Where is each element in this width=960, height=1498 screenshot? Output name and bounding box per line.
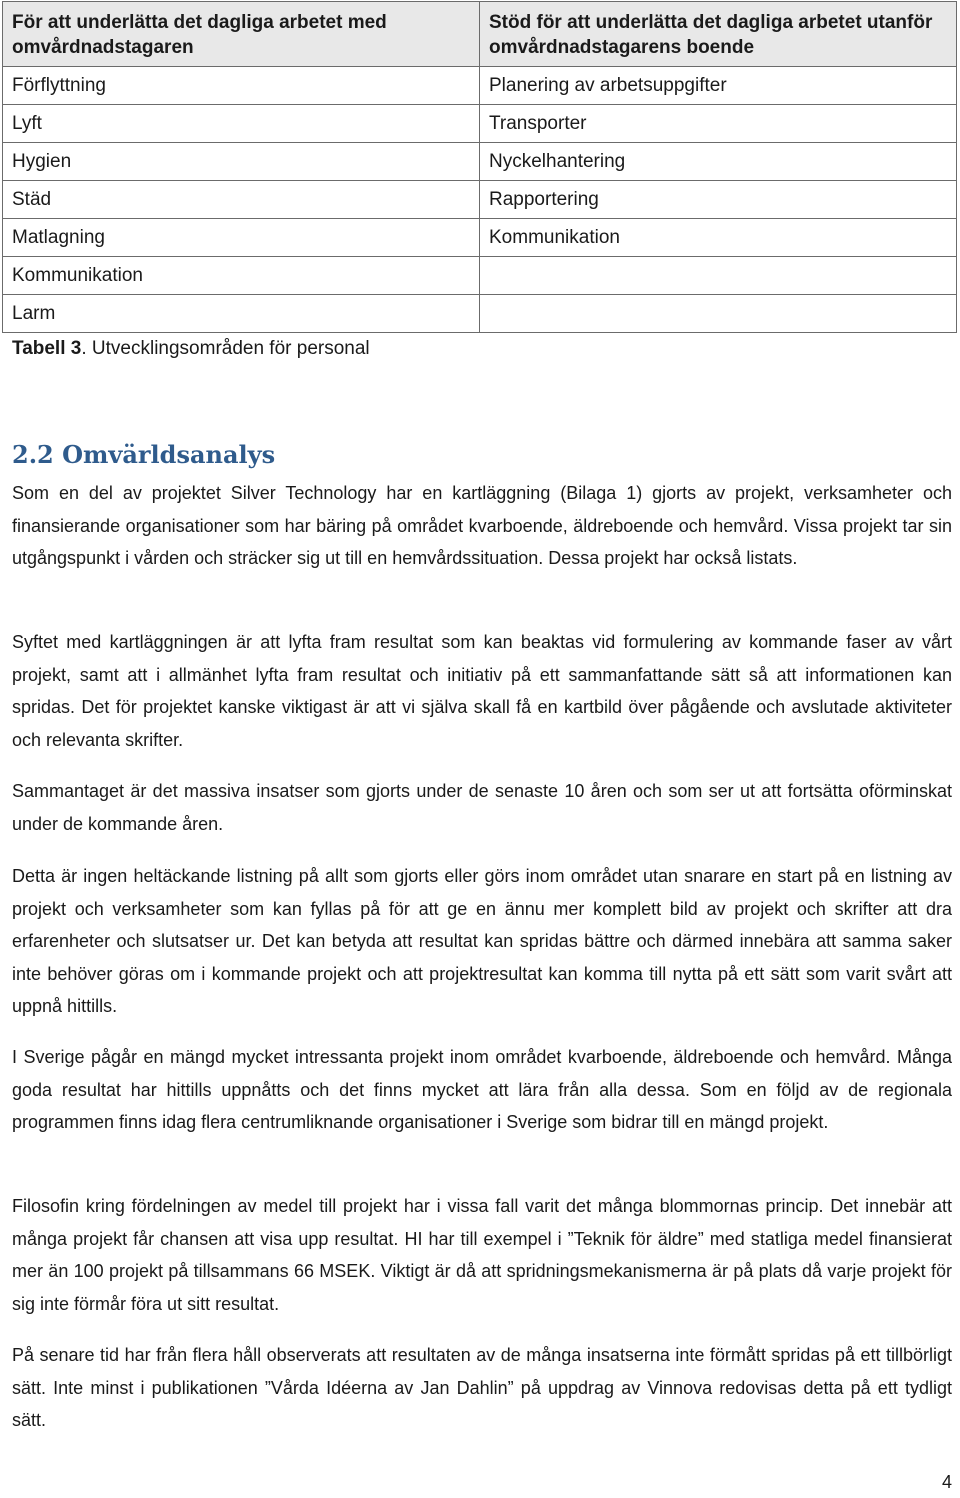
table-header-left: För att underlätta det dagliga arbetet med omvårdnadstagaren <box>3 2 480 67</box>
table-cell-left: Städ <box>3 181 480 219</box>
table-row <box>3 181 957 219</box>
section-heading: 2.2 Omvärldsanalys <box>12 440 276 469</box>
table-caption-text: . Utvecklingsområden för personal <box>81 338 370 359</box>
table-cell-right: Planering av arbetsuppgifter <box>480 67 957 105</box>
paragraph-5: I Sverige pågår en mängd mycket intressanta projekt inom området kvarboende, äldreboende och hemvård. Många goda resultat har hittills uppnåtts och det finns mycket att lära från alla dessa. Som en följd av de regionala programmen finns idag flera centrumliknande organisationer i Sverige som bidrar till en mängd projekt. <box>12 1047 952 1132</box>
table-caption <box>12 338 370 360</box>
table-cell-right <box>480 257 957 295</box>
table-cell-right: Rapportering <box>480 181 957 219</box>
table-row <box>3 257 957 295</box>
table-cell-left: Matlagning <box>3 219 480 257</box>
page-number: 4 <box>941 1472 952 1492</box>
table-cell-left: Kommunikation <box>3 257 480 295</box>
table-row <box>3 295 957 333</box>
development-areas-table <box>2 1 957 333</box>
table-cell-right <box>480 295 957 333</box>
paragraph-1: Som en del av projektet Silver Technology har en kartläggning (Bilaga 1) gjorts av projekt, verksamheter och finansierande organisationer som har bäring på området kvarboende, äldreboende och hemvård. Vissa projekt tar sin utgångspunkt i vården och sträcker sig ut till en hemvårdssituation. Dessa projekt har också listats. <box>12 483 952 568</box>
table-row <box>3 105 957 143</box>
table-cell-left: Larm <box>3 295 480 333</box>
table-caption-label: Tabell 3 <box>12 338 82 359</box>
table-cell-right: Transporter <box>480 105 957 143</box>
table-header-right: Stöd för att underlätta det dagliga arbetet utanför omvårdnadstagarens boende <box>480 2 957 67</box>
table-cell-left: Lyft <box>3 105 480 143</box>
table-cell-right: Kommunikation <box>480 219 957 257</box>
paragraph-2: Syftet med kartläggningen är att lyfta fram resultat som kan beaktas vid formulering av kommande faser av vårt projekt, samt att i allmänhet lyfta fram resultat och initiativ på ett sammanfattande sätt så att informationen kan spridas. Det för projektet kanske viktigast är att vi själva skall få en kartbild över pågående och avslutade aktiviteter och relevanta skrifter. <box>12 632 952 750</box>
table-header-row <box>3 2 957 67</box>
table-cell-left: Hygien <box>3 143 480 181</box>
paragraph-6: Filosofin kring fördelningen av medel till projekt har i vissa fall varit det många blommornas princip. Det innebär att många projekt får chansen att visa upp resultat. HI har till exempel i ”Teknik för äldre” med statliga medel finansierat mer än 100 projekt på tillsammans 66 MSEK. Viktigt är då att spridningsmekanismerna är på plats då varje projekt för sig inte förmår föra ut sitt resultat. <box>12 1196 952 1314</box>
table-cell-right: Nyckelhantering <box>480 143 957 181</box>
table-row <box>3 219 957 257</box>
table-row <box>3 67 957 105</box>
paragraph-3: Sammantaget är det massiva insatser som gjorts under de senaste 10 åren och som ser ut att fortsätta oförminskat under de kommande åren. <box>12 781 952 834</box>
development-areas-table-wrapper <box>2 1 957 333</box>
table-row <box>3 143 957 181</box>
table-cell-left: Förflyttning <box>3 67 480 105</box>
paragraph-7: På senare tid har från flera håll observerats att resultaten av de många insatserna inte förmått spridas på ett tillbörligt sätt. Inte minst i publikationen ”Vårda Idéerna av Jan Dahlin” på uppdrag av Vinnova redovisas detta på ett tydligt sätt. <box>12 1345 952 1430</box>
paragraph-4: Detta är ingen heltäckande listning på allt som gjorts eller görs inom området utan snarare en start på en listning av projekt och verksamheter som kan fyllas på för att ge en ännu mer komplett bild av projekt och skrifter att dra erfarenheter och slutsatser ur. Det kan betyda att resultat kan spridas bättre och därmed innebära att samma saker inte behöver göras om i kommande projekt och att projektresultat kan komma till nytta på ett sätt som varit svårt att uppnå hittills. <box>12 866 952 1016</box>
